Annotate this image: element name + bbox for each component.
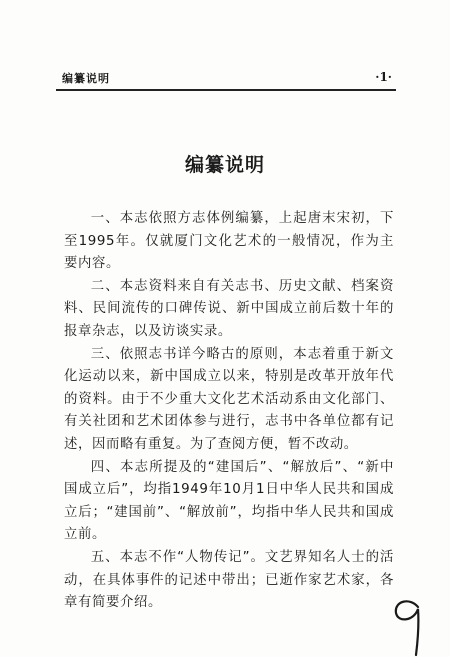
paragraph-1: 一、本志依照方志体例编纂，上起唐末宋初，下至1995年。仅就厦门文化艺术的一般情况，作为主要内容。 xyxy=(64,211,394,272)
page-title: 编纂说明 xyxy=(184,154,265,176)
paragraph-4: 四、本志所提及的“建国后”、“解放后”、“新中国成立后”，均指1949年10月1日中华人民共和国成立后；“建国前”、“解放前”，均指中华人民共和国成立前。 xyxy=(64,459,394,543)
paragraph-2: 二、本志资料来自有关志书、历史文献、档案资料、民间流传的口碑传说、新中国成立前后数十年的报章杂志，以及访谈实录。 xyxy=(64,278,394,339)
running-header xyxy=(62,70,392,88)
header-section-title: 编纂说明 xyxy=(62,72,110,85)
page-number: ·1· xyxy=(375,70,392,84)
paragraph-5: 五、本志不作“人物传记”。文艺界知名人士的活动，在具体事件的记述中带出；已逝作家艺术家，各章有简要介绍。 xyxy=(64,549,394,611)
header-divider xyxy=(56,89,396,91)
body-text xyxy=(64,208,394,615)
paragraph-3: 三、依照志书详今略古的原则，本志着重于新文化运动以来，新中国成立以来，特别是改革开放年代的资料。由于不少重大文化艺术活动系由文化部门、有关社团和艺术团体参与进行，志书中各单位都有记述，因而略有重复。为了查阅方便，暂不改动。 xyxy=(64,346,394,452)
handwritten-mark xyxy=(388,595,428,657)
